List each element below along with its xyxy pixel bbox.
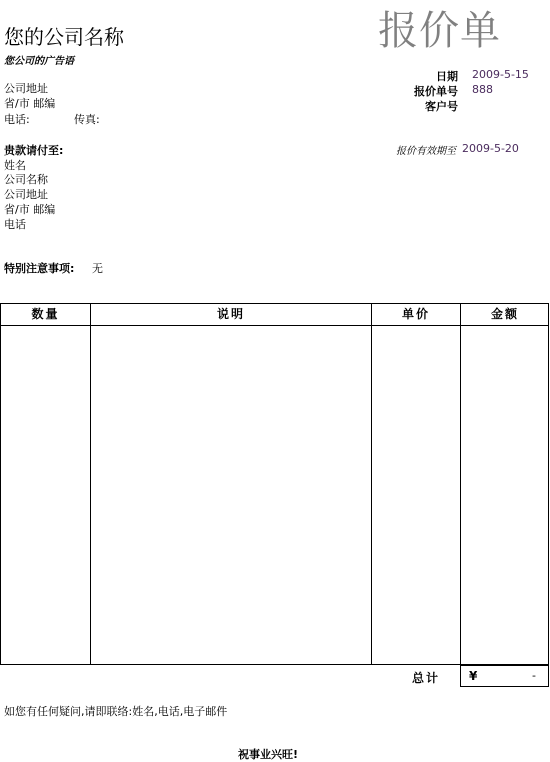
column-divider [460, 304, 461, 664]
line-items-table [0, 303, 549, 665]
column-divider [371, 304, 372, 664]
bill-to-province-zip: 省/市 邮编 [4, 203, 56, 216]
total-value: - [532, 669, 536, 682]
total-currency: ¥ [469, 669, 478, 683]
customer-number-label: 客户号 [425, 100, 458, 113]
column-header-amount: 金额 [490, 307, 519, 321]
date-value: 2009-5-15 [472, 68, 529, 81]
company-phone-label: 电话: [4, 113, 30, 126]
bill-to-heading: 贵款请付至: [4, 144, 64, 157]
special-notes-label: 特别注意事项: [4, 262, 75, 275]
document-title: 报价单 [378, 8, 501, 54]
company-name: 您的公司名称 [4, 25, 124, 49]
company-province-zip: 省/市 邮编 [4, 97, 56, 110]
column-header-description: 说明 [216, 307, 245, 321]
bill-to-company: 公司名称 [4, 173, 48, 186]
validity-value: 2009-5-20 [462, 142, 519, 155]
date-label: 日期 [436, 70, 458, 83]
validity-label: 报价有效期至 [396, 146, 456, 157]
table-header-divider [1, 325, 548, 326]
total-box [460, 665, 549, 687]
quote-number-value: 888 [472, 83, 493, 96]
bill-to-phone: 电话 [4, 218, 26, 231]
total-label: 总计 [412, 671, 441, 685]
bill-to-name: 姓名 [4, 159, 26, 172]
company-fax-label: 传真: [74, 113, 100, 126]
special-notes-value: 无 [92, 262, 103, 275]
column-header-unit-price: 单价 [401, 307, 430, 321]
bill-to-address: 公司地址 [4, 188, 48, 201]
column-divider [90, 304, 91, 664]
company-slogan: 您公司的广告语 [4, 56, 74, 67]
contact-note: 如您有任何疑问,请即联络:姓名,电话,电子邮件 [4, 705, 228, 718]
closing-greeting: 祝事业兴旺! [238, 748, 299, 761]
company-address: 公司地址 [4, 82, 48, 95]
column-header-quantity: 数量 [31, 307, 60, 321]
quote-number-label: 报价单号 [414, 85, 458, 98]
